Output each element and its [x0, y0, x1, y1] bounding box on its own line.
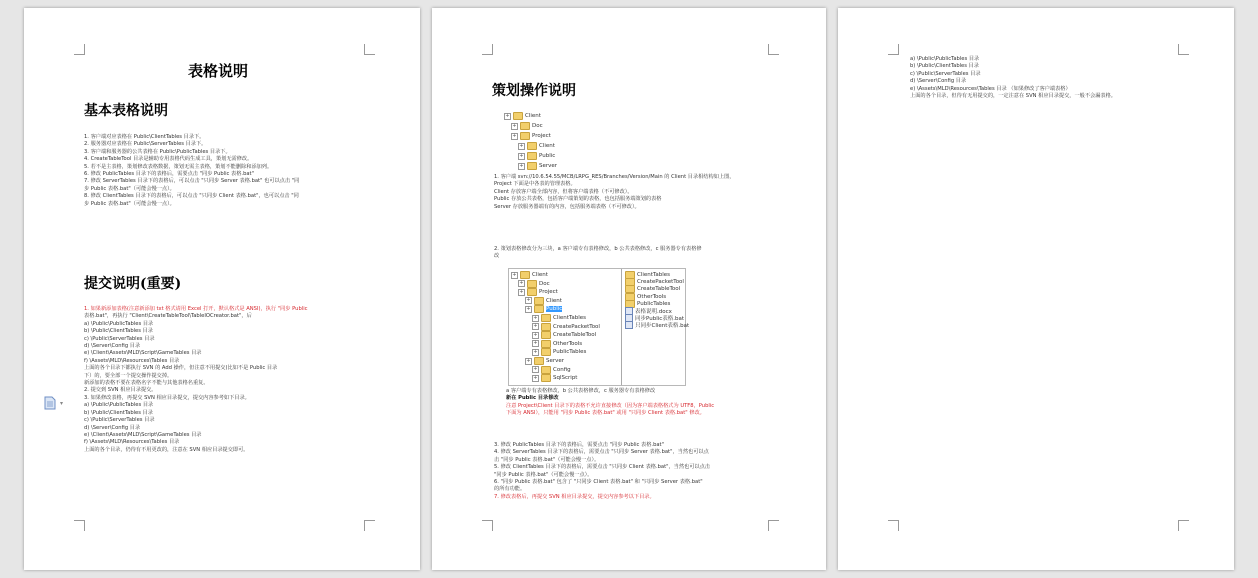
tree-item[interactable]	[532, 323, 600, 331]
crop-mark	[364, 44, 375, 55]
folder-icon	[527, 162, 537, 170]
tree-item-label: SqlScript	[553, 375, 578, 382]
tree-item-label: CreateTableTool	[553, 332, 597, 339]
expand-icon[interactable]: +	[526, 305, 531, 312]
text-line: 下面为 ANSI），只能用 "同步 Public 表格.bat" 或用 "只同步 Client 表格.bat" 修改。	[506, 410, 705, 417]
tree-item-label: Public	[539, 153, 556, 159]
text-line: b) \Public\ClientTables 目录	[84, 409, 153, 416]
text-line: 5. 修改 ClientTables 目录下的表格后，需要点击 "只同步 Client 表格.bat"，当然也可以点击	[494, 464, 710, 471]
heading-basic-tables: 基本表格说明	[84, 103, 168, 119]
folder-icon	[520, 122, 530, 130]
crop-mark	[768, 520, 779, 531]
text-line: Client 存放客户端全部内容，但将客户端表格（不可修改）。	[494, 188, 633, 195]
tree-item-label: Server	[539, 163, 558, 169]
folder-icon	[520, 132, 530, 140]
expand-icon[interactable]: +	[519, 152, 524, 159]
tree-item-label: CreatePacketTool	[637, 279, 684, 286]
text-line: e) \Assets\MLD\Resources\Tables 目录 （如果修改了客户端表格）	[910, 85, 1071, 92]
text-line: c) \Public\ServerTables 目录	[84, 335, 155, 342]
heading-planning-operations: 策划操作说明	[492, 83, 576, 99]
text-line: 3. 如果修改表格，再提交 SVN 相应目录提交，提交内容参考如下目录。	[84, 394, 250, 401]
text-line: 表格.bat"，再执行 "Client\CreateTableTool\TableIOCreator.bat"，后	[84, 313, 252, 320]
tree-item[interactable]	[625, 321, 689, 329]
tree-item-label: Client	[532, 272, 548, 278]
crop-mark	[364, 520, 375, 531]
tree-item-label: Doc	[539, 280, 550, 287]
text-line: 击 "同步 Public 表格.bat"（可能会慢一点）。	[494, 456, 600, 463]
text-line: Project 下面是中各表的管理表格。	[494, 181, 576, 188]
basic-table-list	[84, 134, 299, 208]
tree-item-label: OtherTools	[637, 293, 667, 300]
text-line: d) \Server\Config 目录	[84, 343, 141, 350]
tree-item-label: CreateTableTool	[637, 286, 681, 293]
text-line: Server 存放服务器端有的内容，包括服务端表格（不可修改）。	[494, 203, 640, 210]
expand-icon[interactable]: +	[505, 112, 510, 119]
text-line: 新添加的表格不要在表格名字不能与其他表格名重复。	[84, 380, 209, 387]
tree-item-label: 表格说明.docx	[635, 309, 672, 315]
expand-icon[interactable]: +	[533, 323, 538, 330]
expand-icon[interactable]: +	[533, 366, 538, 373]
tree-item[interactable]	[518, 152, 555, 160]
expand-icon[interactable]: +	[533, 340, 538, 347]
pane-divider	[621, 269, 622, 385]
tree-item-label: 同步Public表格.bat	[635, 316, 685, 323]
text-line: 7. 修改表格后，再提交 SVN 相应目录提交，提交内容参考以下目录。	[494, 493, 655, 500]
folder-icon	[527, 142, 537, 150]
document-title: 表格说明	[188, 62, 249, 80]
text-line: 5. 若不是主表格，策划修改表格数据，策划无需主表格，策划不能删除和添加列。	[84, 163, 273, 170]
text-line: 1. 客户端对应表格在 Public\ClientTables 目录下。	[84, 134, 205, 140]
folder-icon	[534, 305, 544, 313]
folder-icon	[541, 340, 551, 348]
expand-icon[interactable]: +	[519, 288, 524, 295]
tree-item[interactable]	[511, 271, 548, 279]
expand-icon[interactable]: +	[526, 357, 531, 364]
tree-item[interactable]	[518, 288, 558, 296]
tree-item-label: 只同步Client表格.bat	[635, 323, 690, 330]
tree-item-label: Server	[546, 358, 565, 364]
crop-mark	[888, 520, 899, 531]
tree-item-label: Project	[532, 133, 551, 139]
text-line: a) \Public\PublicTables 目录	[84, 320, 154, 327]
tree-item[interactable]	[525, 357, 564, 365]
expand-icon[interactable]: +	[526, 297, 531, 304]
folder-icon	[534, 357, 544, 365]
text-line: 注意 Project\Client 目录下的表格不允许直接修改（因为客户端表格格式为 UTF8，Public	[506, 402, 715, 409]
tree-item-label: PublicTables	[553, 349, 587, 356]
text-line: f) \Assets\MLD\Resources\Tables 目录	[84, 357, 180, 364]
text-line: 上面的各个目录，但待有无用提交的，一定注意在 SVN 相应目录提交，一般不会漏表格。	[910, 93, 1116, 100]
text-line: 2. 策划表格修改分为三块，a 客户端专有表格修改，b 公共表格修改，c 服务器专有表格修	[494, 246, 702, 252]
text-line: Public 存放公共表格，包括客户端策划的表格，也包括服务端策划的表格	[494, 196, 662, 203]
expand-icon[interactable]: +	[519, 142, 524, 149]
crop-mark	[1178, 44, 1189, 55]
file-icon	[625, 321, 633, 329]
tree-item-label: CreatePacketTool	[553, 323, 600, 330]
text-line: d) \Server\Config 目录	[910, 78, 967, 85]
folder-icon	[541, 366, 551, 374]
folder-icon	[541, 331, 551, 339]
tree-item-label: Client	[539, 143, 555, 149]
text-line: b) \Public\ClientTables 目录	[910, 63, 979, 70]
expand-icon[interactable]: +	[519, 280, 524, 287]
text-line: 3. 修改 PublicTables 目录下的表格后，需要点击 "同步 Public 表格.bat"	[494, 442, 664, 448]
expand-icon[interactable]: +	[533, 374, 538, 381]
submit-list	[84, 306, 308, 454]
text-line: 7. 修改 ServerTables 目录下的表格后，可以点击 "只同步 Server 表格.bat" 也可以点击 "同	[84, 178, 300, 185]
tree-item-label: ClientTables	[637, 272, 671, 278]
text-line: 6. 修改 PublicTables 目录下的表格后，需要点击 "同步 Public 表格.bat"	[84, 171, 254, 178]
tree-item-label: OtherTools	[553, 340, 583, 347]
text-line: 步 Public 表格.bat"（可能会慢一点）。	[84, 185, 175, 192]
text-line: e) \Client\Assets\MLD\Script\GameTables 目录	[84, 431, 202, 438]
tree-item-label: Client	[546, 297, 562, 304]
text-line: 8. 修改 ClientTables 目录下的表格后，可以点击 "只同步 Client 表格.bat"，也可以点击 "同	[84, 193, 299, 200]
text-line: 3. 客户端和服务器的公共表格在 Public\PublicTables 目录下。	[84, 148, 231, 155]
expand-icon[interactable]: +	[519, 162, 524, 169]
planning-text-3	[506, 388, 714, 418]
tree-item[interactable]	[525, 305, 562, 313]
tree-item-label: PublicTables	[637, 300, 671, 307]
tree-item-label: Public	[546, 306, 563, 313]
tree-item[interactable]	[532, 340, 582, 348]
folder-icon	[541, 348, 551, 356]
crop-mark	[888, 44, 899, 55]
text-line: d) \Server\Config 目录	[84, 424, 141, 431]
folder-icon	[541, 374, 551, 382]
text-line: a 客户端专有表格修改，b 公共表格修改，c 服务器专有表格修改	[506, 388, 656, 394]
folder-icon	[527, 152, 537, 160]
text-line: 6. "同步 Public 表格.bat" 包含了 "只同步 Client 表格.bat" 和 "只同步 Server 表格.bat"	[494, 479, 703, 486]
text-line: 的所有功能。	[494, 486, 526, 493]
comment-document-icon[interactable]	[44, 396, 56, 410]
chevron-down-icon[interactable]: ▾	[60, 400, 64, 407]
text-line: f) \Assets\MLD\Resources\Tables 目录	[84, 439, 180, 446]
text-line: c) \Public\ServerTables 目录	[84, 417, 155, 424]
expand-icon[interactable]: +	[533, 331, 538, 338]
tree-item[interactable]	[532, 366, 571, 374]
text-line: 1. 如果新添加表格(注意新添加 txt 格式请用 Excel 打开，默认格式是 ANSI)，执行 "同步 Public	[84, 306, 308, 312]
text-line: b) \Public\ClientTables 目录	[84, 328, 153, 335]
text-line: 下）的，要全部一个提交操作提交掉。	[84, 372, 173, 379]
text-line: 上面的各个目录下都执行 SVN 的 Add 操作，但注意不用提交(比如不是 Public 目录	[84, 365, 278, 372]
text-line: a) \Public\PublicTables 目录	[84, 402, 154, 409]
crop-mark	[74, 520, 85, 531]
tree-item-label: Config	[553, 366, 571, 373]
folder-icon	[513, 112, 523, 120]
tree-item[interactable]	[504, 112, 541, 120]
text-line: 改	[494, 253, 500, 260]
crop-mark	[482, 520, 493, 531]
explorer-file-list	[625, 271, 690, 383]
planning-text-1	[494, 174, 734, 211]
tree-item[interactable]	[532, 314, 586, 322]
text-line: e) \Client\Assets\MLD\Script\GameTables 目录	[84, 350, 202, 357]
tree-item[interactable]	[511, 132, 551, 140]
crop-mark	[768, 44, 779, 55]
explorer-screenshot	[508, 268, 690, 386]
tree-item-label: Doc	[532, 123, 543, 129]
tree-item-label: Client	[525, 113, 541, 119]
page3-directory-list	[910, 56, 1116, 100]
crop-mark	[1178, 520, 1189, 531]
folder-tree-small	[504, 112, 604, 174]
text-line: 新在 Public 目录修改	[506, 395, 559, 402]
expand-icon[interactable]: +	[533, 314, 538, 321]
text-line: a) \Public\PublicTables 目录	[910, 56, 980, 62]
folder-icon	[527, 280, 537, 288]
folder-icon	[534, 297, 544, 305]
expand-icon[interactable]: +	[512, 122, 517, 129]
heading-submit: 提交说明(重要)	[84, 276, 182, 292]
text-line: 上面的各个目录，仍待有不用更改的，注意在 SVN 相应目录提交即可。	[84, 446, 249, 453]
tree-item-label: Project	[539, 289, 558, 296]
tree-item[interactable]	[518, 142, 555, 150]
explorer-folder-tree	[511, 271, 623, 383]
planning-text-2	[494, 246, 702, 261]
expand-icon[interactable]: +	[512, 132, 517, 139]
crop-mark	[482, 44, 493, 55]
crop-mark	[74, 44, 85, 55]
folder-icon	[520, 271, 530, 279]
expand-icon[interactable]: +	[512, 271, 517, 278]
text-line: 2. 提交到 SVN 相应目录提交。	[84, 387, 157, 394]
tree-item[interactable]	[525, 297, 562, 305]
folder-icon	[527, 288, 537, 296]
text-line: 1. 客户端 svn://10.6.54.55/MCB/LRPG_RES/Branches/Version/Main 的 Client 目录相结构如上图，	[494, 174, 735, 180]
tree-item-label: ClientTables	[553, 315, 587, 321]
document-page-2	[432, 8, 826, 570]
text-line: "同步 Public 表格.bat"（可能会慢一点）。	[494, 471, 593, 478]
tree-item[interactable]	[532, 331, 596, 339]
document-page-1	[24, 8, 420, 570]
text-line: 步 Public 表格.bat"（可能会慢一点）。	[84, 200, 175, 207]
tree-item[interactable]	[532, 374, 577, 382]
tree-item[interactable]	[532, 348, 586, 356]
text-line: c) \Public\ServerTables 目录	[910, 70, 981, 77]
document-page-3	[838, 8, 1234, 570]
text-line: 4. 修改 ServerTables 目录下的表格后，需要点击 "只同步 Server 表格.bat"，当然也可以点	[494, 449, 709, 456]
planning-text-4	[494, 442, 710, 501]
expand-icon[interactable]: +	[533, 348, 538, 355]
tree-item[interactable]	[518, 162, 557, 170]
folder-icon	[541, 314, 551, 322]
tree-item[interactable]	[518, 280, 550, 288]
folder-icon	[541, 323, 551, 331]
tree-item[interactable]	[511, 122, 543, 130]
text-line: 2. 服务器对应表格在 Public\ServerTables 目录下。	[84, 141, 207, 148]
text-line: 4. CreateTableTool 目录是辅助专用表格代码生成工具，策划无需修改。	[84, 156, 253, 163]
